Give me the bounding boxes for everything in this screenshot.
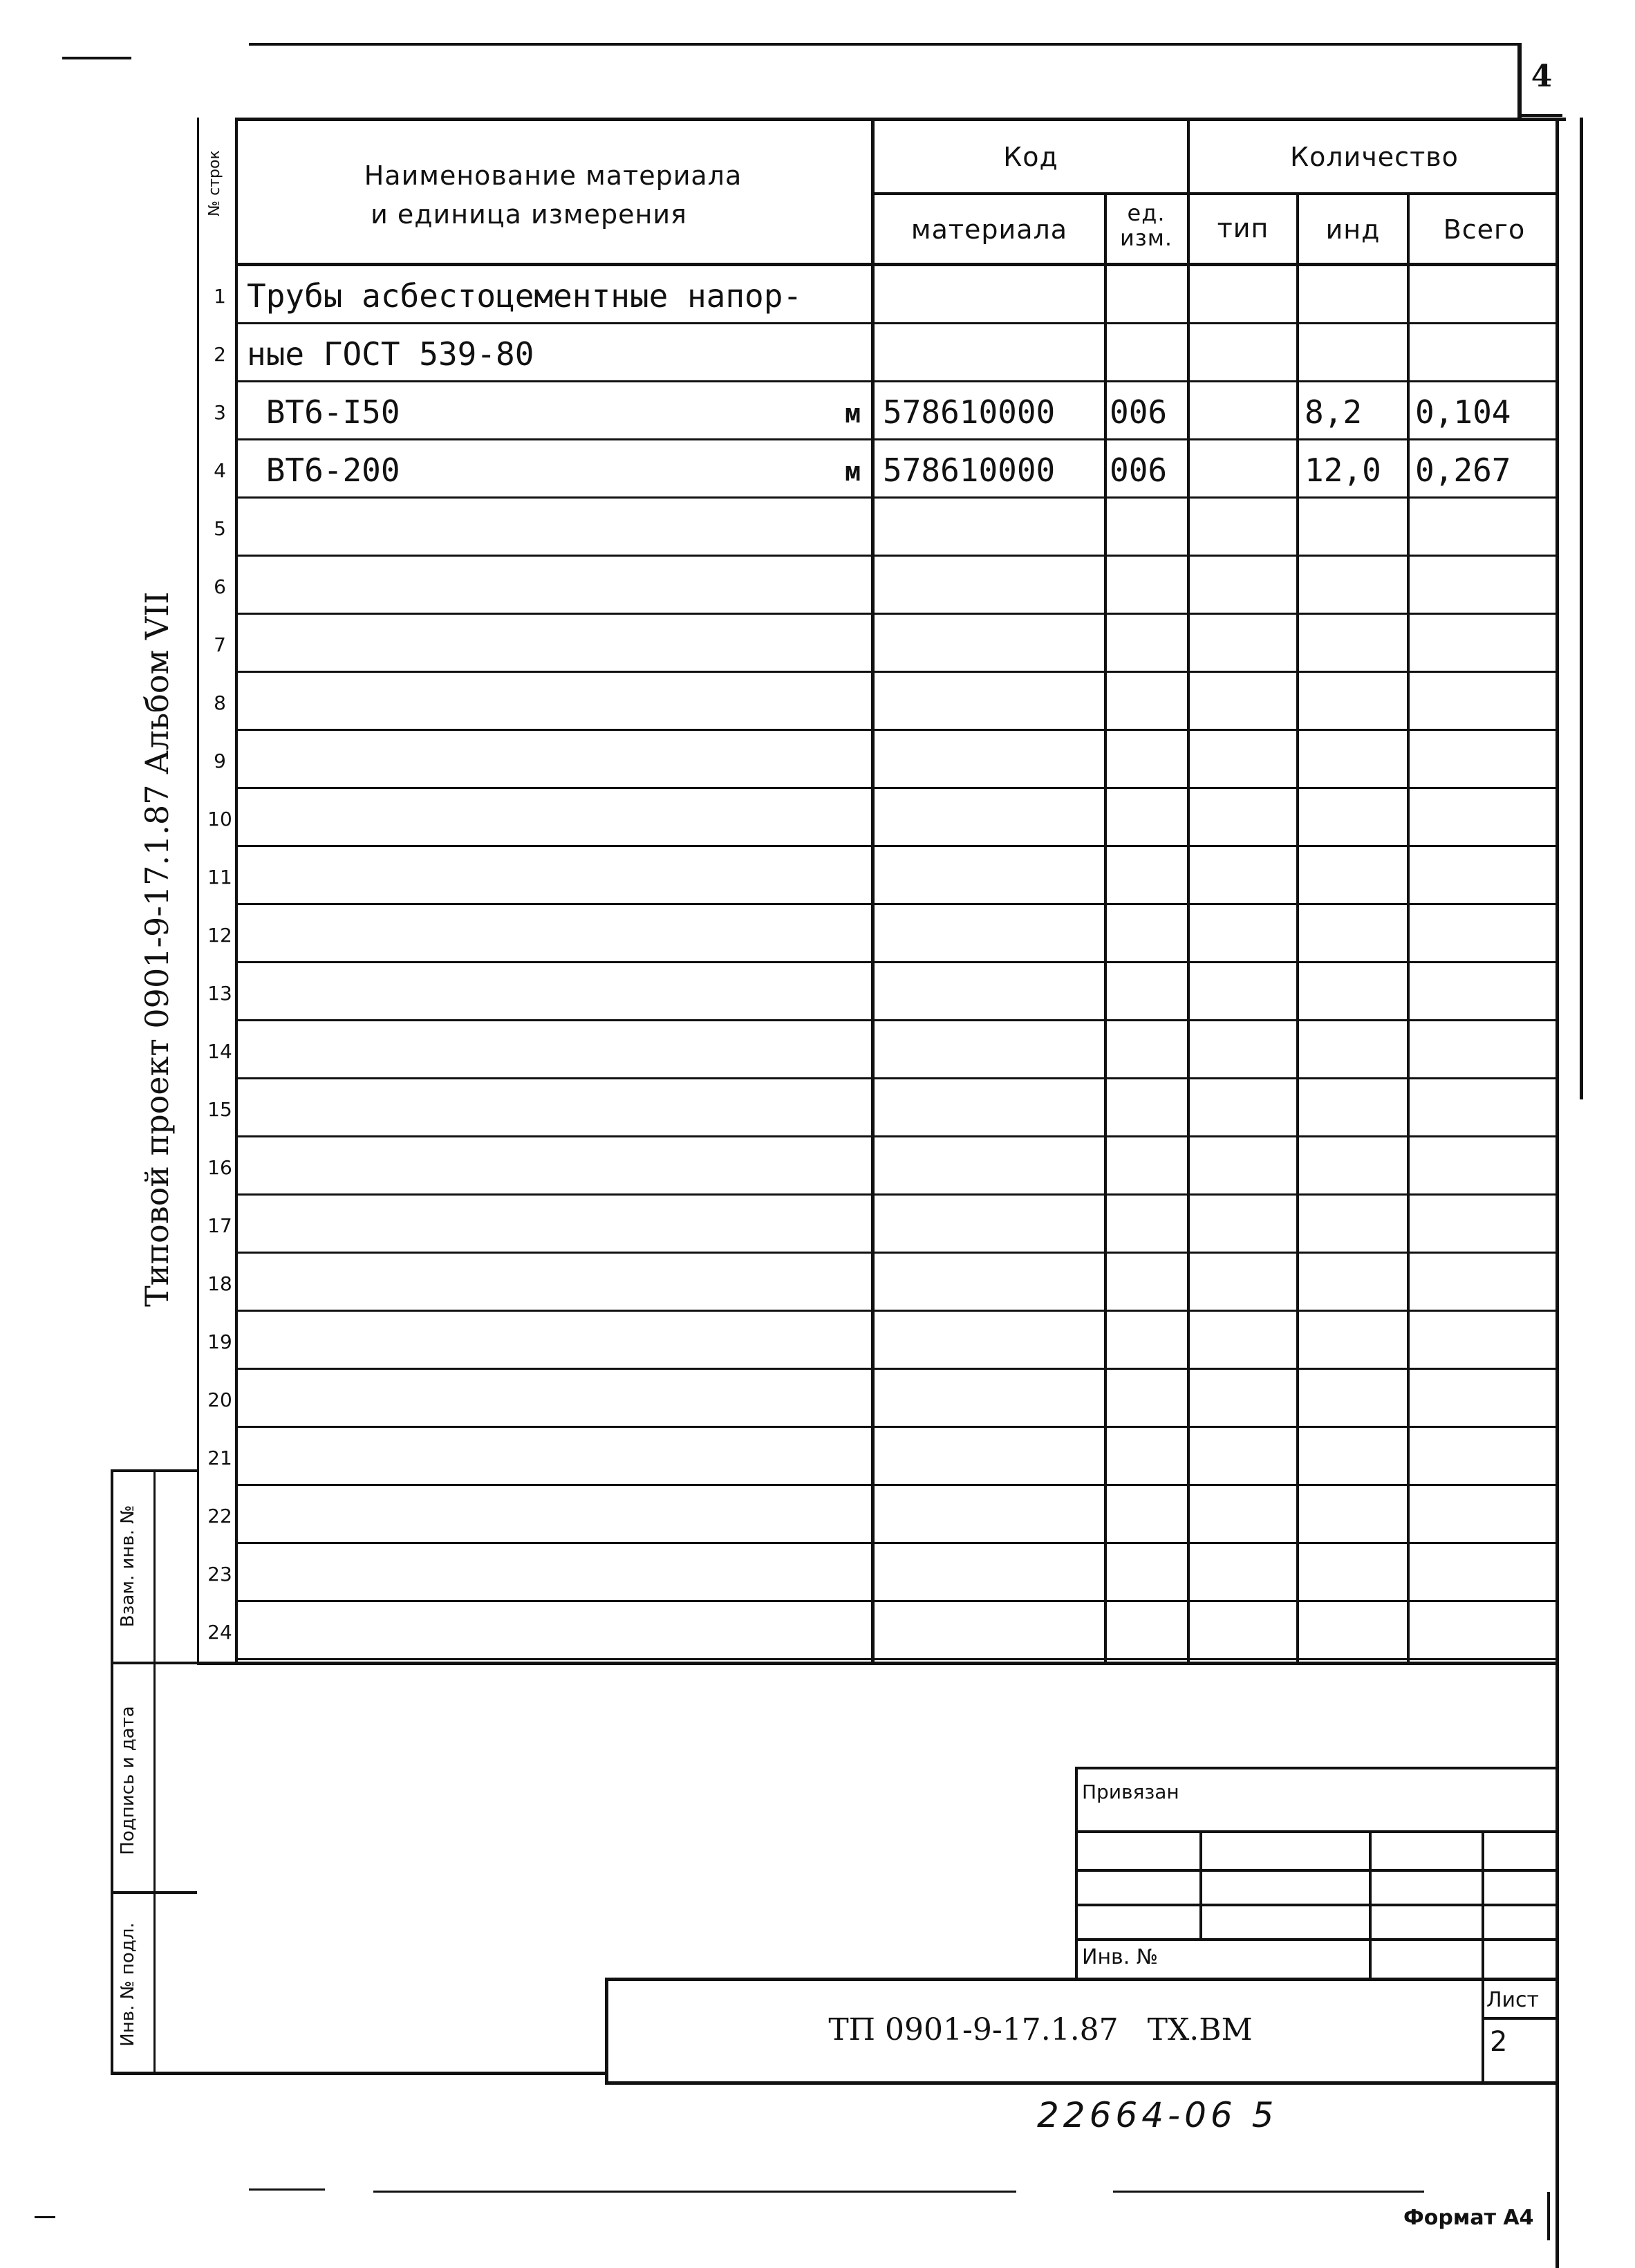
row-number: 23 xyxy=(207,1563,232,1586)
left-stamp xyxy=(111,1469,197,2074)
privyazan-label: Привязан xyxy=(1082,1781,1179,1803)
table-row xyxy=(197,1312,1559,1370)
table-row xyxy=(197,1428,1559,1486)
vzam-inv-label: Взам. инв. № xyxy=(118,1505,138,1628)
table-row xyxy=(197,673,1559,731)
material-name: ВТ6-I50 xyxy=(247,393,400,431)
material-name: ВТ6-200 xyxy=(247,452,400,489)
table-row xyxy=(197,789,1559,847)
table-row xyxy=(197,963,1559,1021)
type-header: тип xyxy=(1217,213,1269,243)
table-row xyxy=(197,1602,1559,1660)
table-row xyxy=(197,557,1559,615)
row-number: 18 xyxy=(207,1272,232,1295)
unit-code-header: ед. изм. xyxy=(1119,200,1173,251)
sheet-label: Лист xyxy=(1486,1988,1540,2012)
material-name: Трубы асбестоцементные напор- xyxy=(247,277,803,315)
signature-date-label: Подпись и дата xyxy=(118,1706,138,1855)
name-header-line2: и единица измерения xyxy=(371,199,687,230)
table-row xyxy=(197,615,1559,673)
code-header: Код xyxy=(1003,142,1058,172)
unit: м xyxy=(845,398,861,429)
materials-table xyxy=(197,118,1559,1662)
table-row xyxy=(197,266,1559,324)
table-row xyxy=(197,1254,1559,1312)
document-code: ТП 0901-9-17.1.87 ТХ.ВМ xyxy=(828,2012,1253,2047)
table-row xyxy=(197,1486,1559,1544)
inv-number-label: Инв. № xyxy=(1082,1945,1159,1969)
ind-header: инд xyxy=(1325,214,1381,245)
table-row xyxy=(197,731,1559,789)
total-qty: 0,267 xyxy=(1415,452,1511,489)
table-row xyxy=(197,382,1559,440)
sheet-number: 2 xyxy=(1490,2026,1508,2058)
row-number: 11 xyxy=(207,866,232,889)
table-row xyxy=(197,1137,1559,1196)
row-number: 13 xyxy=(207,982,232,1005)
table-row xyxy=(197,1196,1559,1254)
table-row xyxy=(197,1021,1559,1079)
quantity-header: Количество xyxy=(1290,142,1459,172)
row-number: 8 xyxy=(214,691,226,714)
table-row xyxy=(197,499,1559,557)
material-code: 578610000 xyxy=(883,452,1056,489)
material-name: ные ГОСТ 539-80 xyxy=(247,335,534,373)
row-number: 10 xyxy=(207,808,232,830)
side-title: Типовой проект 0901-9-17.1.87 Альбом VII xyxy=(138,591,176,1307)
total-qty: 0,104 xyxy=(1415,393,1511,431)
row-number: 4 xyxy=(214,459,226,482)
row-number: 14 xyxy=(207,1040,232,1063)
table-row xyxy=(197,847,1559,905)
format-label: Формат А4 xyxy=(1403,2206,1534,2230)
row-number-header: № строк xyxy=(206,150,223,216)
row-number: 24 xyxy=(207,1621,232,1644)
table-row xyxy=(197,1079,1559,1137)
page-number: 4 xyxy=(1531,59,1553,94)
row-number: 16 xyxy=(207,1156,232,1179)
unit: м xyxy=(845,456,861,487)
total-header: Всего xyxy=(1443,214,1526,245)
row-number: 2 xyxy=(214,343,226,366)
row-number: 9 xyxy=(214,750,226,772)
ind-qty: 8,2 xyxy=(1305,393,1363,431)
row-number: 5 xyxy=(214,517,226,540)
material-code-header: материала xyxy=(910,214,1068,245)
row-number: 21 xyxy=(207,1447,232,1469)
title-block xyxy=(605,1767,1555,2085)
row-number: 7 xyxy=(214,633,226,656)
inv-podl-label: Инв. № подл. xyxy=(118,1922,138,2047)
table-row xyxy=(197,905,1559,963)
row-number: 22 xyxy=(207,1505,232,1527)
material-code: 578610000 xyxy=(883,393,1056,431)
row-number: 6 xyxy=(214,575,226,598)
unit-code: 006 xyxy=(1110,393,1168,431)
row-number: 20 xyxy=(207,1388,232,1411)
row-number: 15 xyxy=(207,1098,232,1121)
archive-number: 22664-06 5 xyxy=(1037,2095,1278,2135)
ind-qty: 12,0 xyxy=(1305,452,1381,489)
name-header-line1: Наименование материала xyxy=(364,160,742,191)
table-row xyxy=(197,440,1559,499)
table-row xyxy=(197,324,1559,382)
row-number: 19 xyxy=(207,1330,232,1353)
row-number: 1 xyxy=(214,285,226,308)
row-number: 17 xyxy=(207,1214,232,1237)
table-row xyxy=(197,1370,1559,1428)
row-number: 12 xyxy=(207,924,232,947)
table-row xyxy=(197,1544,1559,1602)
unit-code: 006 xyxy=(1110,452,1168,489)
row-number: 3 xyxy=(214,401,226,424)
